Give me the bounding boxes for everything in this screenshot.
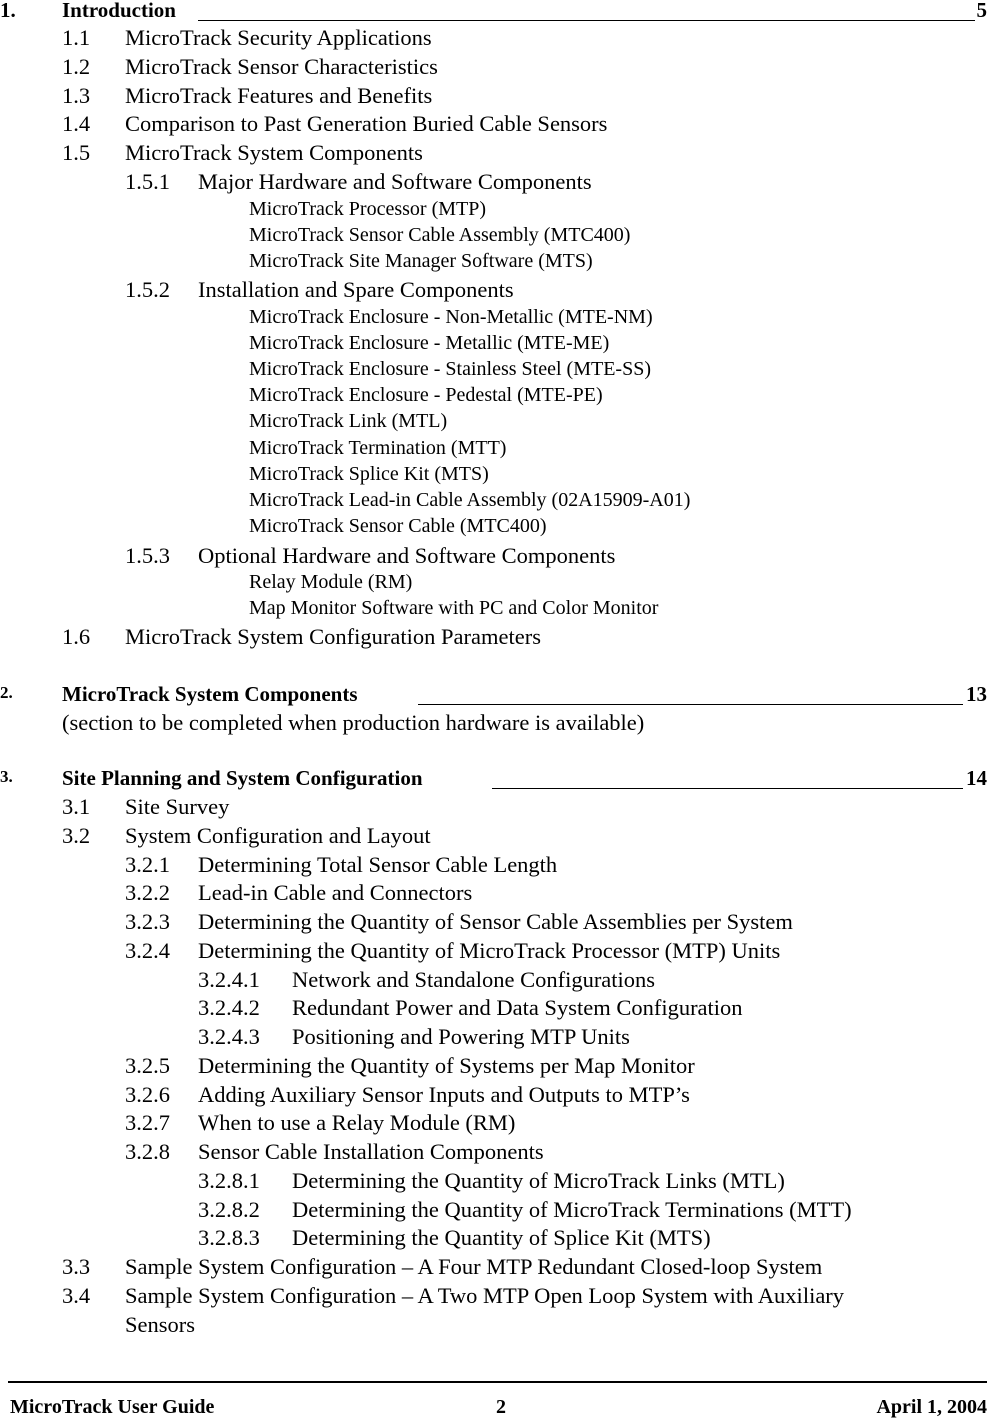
heading-title: Site Planning and System Configuration	[62, 766, 423, 790]
heading-title: Introduction	[62, 0, 176, 22]
footer-doc-title: MicroTrack User Guide	[10, 1396, 215, 1418]
heading-number: 1.	[0, 0, 16, 22]
heading-number: 3.	[0, 767, 13, 786]
leader-line	[198, 20, 975, 21]
heading-page: 5	[976, 0, 987, 22]
leader-line	[418, 704, 963, 705]
heading-page: 13	[966, 682, 987, 706]
heading-page: 14	[966, 766, 987, 790]
page-footer	[8, 1381, 987, 1423]
footer-page-number: 2	[496, 1396, 506, 1418]
heading-number: 2.	[0, 683, 13, 702]
leader-line	[492, 788, 963, 789]
footer-date: April 1, 2004	[876, 1396, 987, 1418]
heading-title: MicroTrack System Components	[62, 682, 358, 706]
